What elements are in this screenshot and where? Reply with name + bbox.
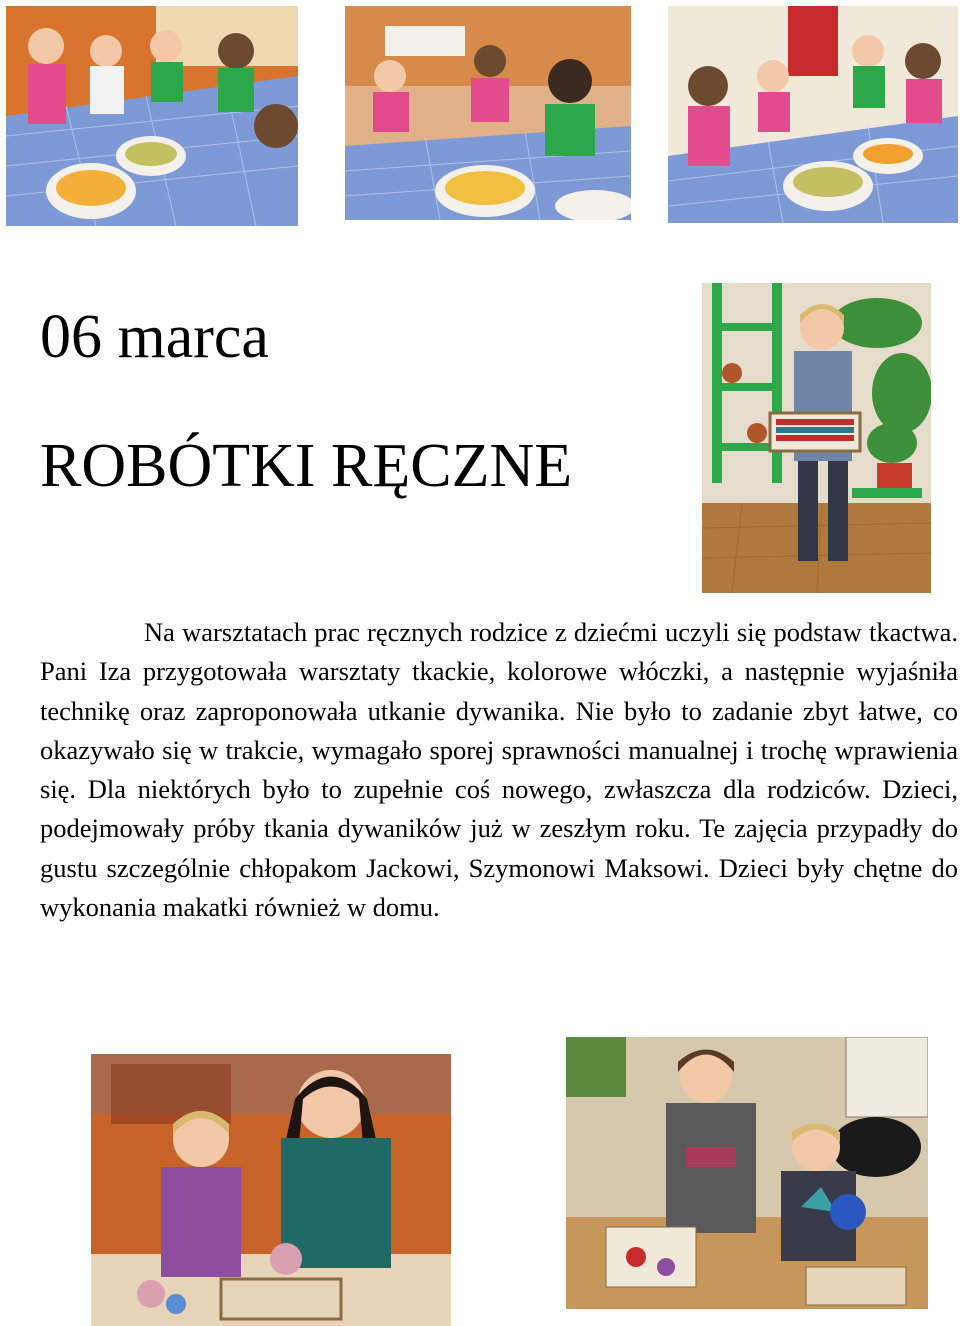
body-paragraph: Na warsztatach prac ręcznych rodzice z dziećmi uczyli się podstaw tkactwa. Pani Iza przygotowała warsztaty tkackie, kolorowe włóczki, a następnie wyjaśniła technikę oraz zaproponowała utkanie dywanika. Nie było to zadanie zbyt łatwe, co okazywało się w trakcie, wymagało sporej sprawności manualnej i trochę wprawienia się. Dla niektórych było to zupełnie coś nowego, zwłaszcza dla rodziców. Dzieci, podejmowały próby tkania dywaników już w zeszłym roku. Te zajęcia przypadły do gustu szczególnie chłopakom Jackowi, Szymonowi Maksowi. Dzieci były chętne do wykonania makatki również w domu. [40,617,958,923]
photo-children-fruit-salad-3 [668,6,958,223]
page-title: ROBÓTKI RĘCZNE [40,432,573,500]
photo-boy-with-loom [702,283,931,593]
photo-children-fruit-salad-1 [6,6,298,226]
photo-children-fruit-salad-2 [345,6,631,220]
page-date: 06 marca [40,303,269,371]
photo-girl-and-woman-weaving [91,1054,451,1326]
photo-woman-and-boy-weaving [566,1037,928,1309]
